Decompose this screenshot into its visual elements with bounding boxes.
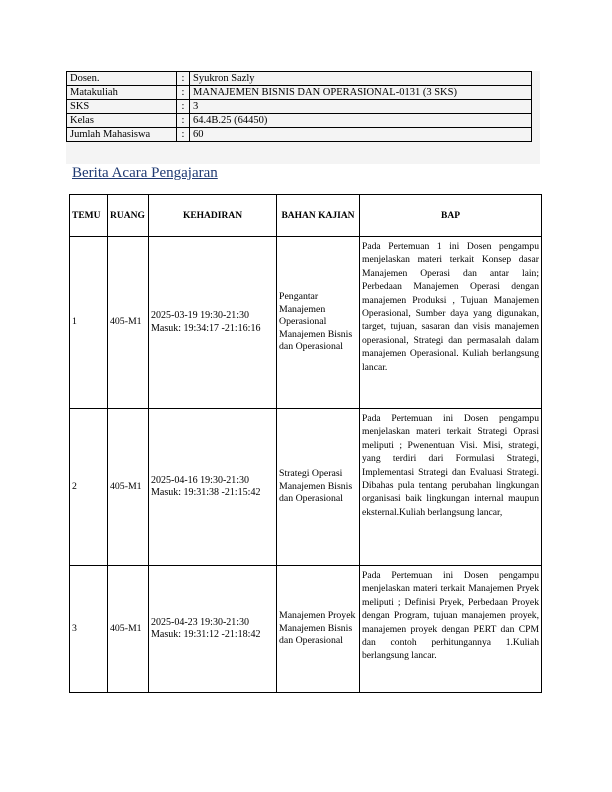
cell-kehadiran xyxy=(149,237,277,409)
cell-bap: Pada Pertemuan ini Dosen pengampu menjelaskan materi terkait Manajemen Pryek meliputi ; Definisi Pryek, Perbedaan Proyek dengan Program, tujuan manajemen proyek, manajemen proyek dengan PERT dan CPM dan contoh perhitungannya 1.Kuliah berlangsung lancar. xyxy=(360,566,542,693)
table-row xyxy=(70,409,542,566)
kehadiran-jadwal: 2025-03-19 19:30-21:30 xyxy=(151,310,250,321)
info-value: 64.4B.25 (64450) xyxy=(190,114,532,128)
cell-ruang: 405-M1 xyxy=(108,237,149,409)
kehadiran-masuk: Masuk: 19:31:38 -21:15:42 xyxy=(151,487,261,498)
teaching-record-table xyxy=(69,194,542,693)
info-colon: : xyxy=(177,72,190,86)
info-row-kelas xyxy=(67,114,532,128)
info-colon: : xyxy=(177,86,190,100)
cell-bahan-kajian: Manajemen Proyek Manajemen Bisnis dan Operasional xyxy=(277,566,360,693)
cell-temu: 1 xyxy=(70,237,108,409)
cell-ruang: 405-M1 xyxy=(108,409,149,566)
header-bap: BAP xyxy=(360,195,542,237)
cell-kehadiran xyxy=(149,566,277,693)
info-label: Jumlah Mahasiswa xyxy=(67,128,177,142)
info-label: Kelas xyxy=(67,114,177,128)
info-value: Syukron Sazly xyxy=(190,72,532,86)
course-info-table xyxy=(66,71,532,142)
info-value: MANAJEMEN BISNIS DAN OPERASIONAL-0131 (3 SKS) xyxy=(190,86,532,100)
header-kehadiran: KEHADIRAN xyxy=(149,195,277,237)
info-row-dosen xyxy=(67,72,532,86)
cell-temu: 3 xyxy=(70,566,108,693)
info-colon: : xyxy=(177,128,190,142)
cell-ruang: 405-M1 xyxy=(108,566,149,693)
info-colon: : xyxy=(177,114,190,128)
info-row-sks xyxy=(67,100,532,114)
header-temu: TEMU xyxy=(70,195,108,237)
info-label: SKS xyxy=(67,100,177,114)
header-bahan-kajian: BAHAN KAJIAN xyxy=(277,195,360,237)
table-row xyxy=(70,566,542,693)
kehadiran-jadwal: 2025-04-16 19:30-21:30 xyxy=(151,474,250,486)
table-row xyxy=(70,237,542,409)
info-label: Matakuliah xyxy=(67,86,177,100)
cell-bahan-kajian: Pengantar Manajemen Operasional Manajemen Bisnis dan Operasional xyxy=(277,237,360,409)
table-header-row xyxy=(70,195,542,237)
info-colon: : xyxy=(177,100,190,114)
kehadiran-masuk: Masuk: 19:31:12 -21:18:42 xyxy=(151,629,261,640)
cell-temu: 2 xyxy=(70,409,108,566)
cell-bap: Pada Pertemuan 1 ini Dosen pengampu menjelaskan materi terkait Konsep dasar Manajemen Operasi dan antar lain; Perbedaan Manajemen Operasi dengan manajemen Produksi , Tujuan Manajemen Operasional, Sumber daya yang digunakan, target, tujuan, sasaran dan visis manajemen operasional, Strategi dan permasalah dalam manajemen Operasional. Kuliah berlangsung lancar. xyxy=(360,237,542,409)
header-ruang: RUANG xyxy=(108,195,149,237)
cell-bap: Pada Pertemuan ini Dosen pengampu menjelaskan materi terkait Strategi Oprasi meliputi ; Pwenentuan Visi. Misi, strategi, yang terdiri dari Formulasi Strategi, Implementasi Strategi dan Evaluasi Strategi. Dibahas pula tentang perubahan lingkungan organisasi baik lingkungan internal maupun eksternal.Kuliah berlangsung lancar, xyxy=(360,409,542,566)
info-value: 3 xyxy=(190,100,532,114)
cell-kehadiran xyxy=(149,409,277,566)
info-value: 60 xyxy=(190,128,532,142)
kehadiran-jadwal: 2025-04-23 19:30-21:30 xyxy=(151,616,250,628)
cell-bahan-kajian: Strategi Operasi Manajemen Bisnis dan Operasional xyxy=(277,409,360,566)
info-row-jumlah-mahasiswa xyxy=(67,128,532,142)
info-row-matakuliah xyxy=(67,86,532,100)
kehadiran-masuk: Masuk: 19:34:17 -21:16:16 xyxy=(151,322,261,334)
section-title: Berita Acara Pengajaran xyxy=(72,165,218,181)
info-label: Dosen. xyxy=(67,72,177,86)
